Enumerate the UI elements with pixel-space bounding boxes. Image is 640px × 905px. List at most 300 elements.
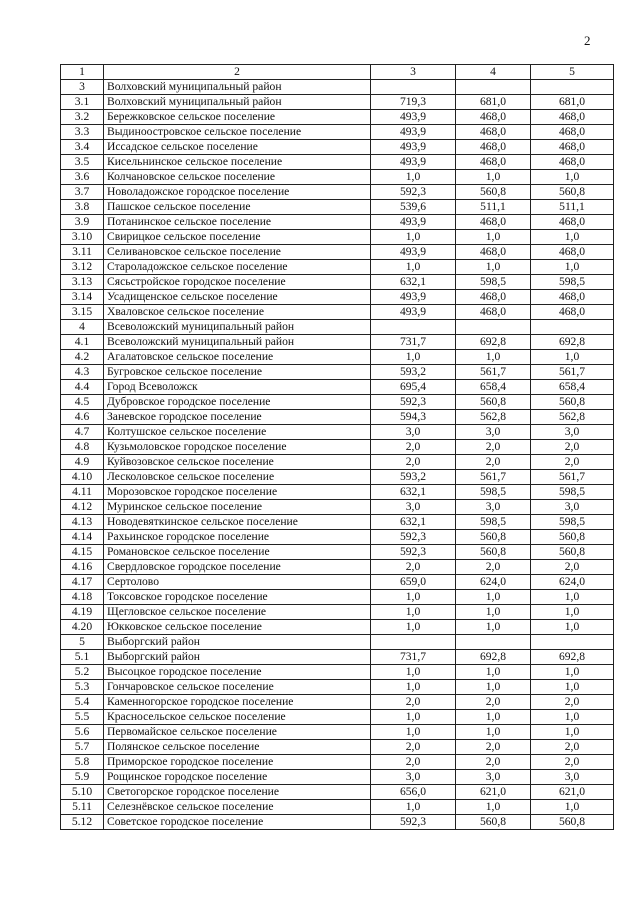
row-number-cell: 5.2 (61, 665, 104, 680)
value-cell-col3: 2,0 (371, 440, 456, 455)
value-cell-col5: 1,0 (531, 590, 614, 605)
name-cell: Иссадское сельское поселение (104, 140, 371, 155)
value-cell-col4: 692,8 (456, 335, 531, 350)
name-cell: Выборгский район (104, 635, 371, 650)
value-cell-col3: 1,0 (371, 620, 456, 635)
row-number-cell: 3.8 (61, 200, 104, 215)
value-cell-col5 (531, 80, 614, 95)
name-cell: Советское городское поселение (104, 815, 371, 830)
value-cell-col3: 2,0 (371, 455, 456, 470)
name-cell: Лесколовское сельское поселение (104, 470, 371, 485)
table-row (61, 380, 614, 395)
table-row (61, 155, 614, 170)
table-row (61, 530, 614, 545)
value-cell-col3: 656,0 (371, 785, 456, 800)
row-number-cell: 5.5 (61, 710, 104, 725)
row-number-cell: 3.5 (61, 155, 104, 170)
value-cell-col3: 1,0 (371, 260, 456, 275)
value-cell-col3 (371, 635, 456, 650)
row-number-cell: 3.15 (61, 305, 104, 320)
value-cell-col4: 468,0 (456, 125, 531, 140)
value-cell-col5: 598,5 (531, 275, 614, 290)
value-cell-col5: 2,0 (531, 440, 614, 455)
value-cell-col5: 624,0 (531, 575, 614, 590)
value-cell-col4: 598,5 (456, 275, 531, 290)
value-cell-col4: 468,0 (456, 245, 531, 260)
name-cell: Всеволожский муниципальный район (104, 335, 371, 350)
value-cell-col3: 3,0 (371, 500, 456, 515)
row-number-cell: 4.16 (61, 560, 104, 575)
value-cell-col5: 598,5 (531, 515, 614, 530)
value-cell-col4: 3,0 (456, 500, 531, 515)
value-cell-col4: 1,0 (456, 170, 531, 185)
row-number-cell: 3.13 (61, 275, 104, 290)
table-row (61, 755, 614, 770)
value-cell-col3: 493,9 (371, 125, 456, 140)
value-cell-col3: 592,3 (371, 185, 456, 200)
value-cell-col3: 2,0 (371, 560, 456, 575)
value-cell-col4: 1,0 (456, 605, 531, 620)
value-cell-col4: 1,0 (456, 260, 531, 275)
table-row (61, 110, 614, 125)
value-cell-col5: 1,0 (531, 605, 614, 620)
row-number-cell: 4.4 (61, 380, 104, 395)
value-cell-col5: 468,0 (531, 215, 614, 230)
value-cell-col4: 468,0 (456, 305, 531, 320)
value-cell-col4: 2,0 (456, 560, 531, 575)
table-row (61, 485, 614, 500)
value-cell-col5: 468,0 (531, 125, 614, 140)
name-cell: Гончаровское сельское поселение (104, 680, 371, 695)
value-cell-col5: 560,8 (531, 185, 614, 200)
row-number-cell: 4.20 (61, 620, 104, 635)
table-row (61, 335, 614, 350)
value-cell-col4: 561,7 (456, 365, 531, 380)
row-number-cell: 5.3 (61, 680, 104, 695)
table-row (61, 185, 614, 200)
value-cell-col4: 511,1 (456, 200, 531, 215)
budget-table (60, 64, 614, 830)
name-cell: Селивановское сельское поселение (104, 245, 371, 260)
value-cell-col5: 598,5 (531, 485, 614, 500)
row-number-cell: 5.10 (61, 785, 104, 800)
row-number-cell: 3.1 (61, 95, 104, 110)
value-cell-col5: 1,0 (531, 710, 614, 725)
table-row (61, 125, 614, 140)
row-number-cell: 3.3 (61, 125, 104, 140)
table-row (61, 695, 614, 710)
name-cell: Колчановское сельское поселение (104, 170, 371, 185)
value-cell-col3: 493,9 (371, 110, 456, 125)
value-cell-col4 (456, 635, 531, 650)
value-cell-col3: 695,4 (371, 380, 456, 395)
table-body (61, 80, 614, 830)
row-number-cell: 4.13 (61, 515, 104, 530)
row-number-cell: 3.4 (61, 140, 104, 155)
row-number-cell: 3.2 (61, 110, 104, 125)
value-cell-col3: 493,9 (371, 290, 456, 305)
value-cell-col4: 1,0 (456, 350, 531, 365)
row-number-cell: 4.10 (61, 470, 104, 485)
value-cell-col5: 468,0 (531, 155, 614, 170)
value-cell-col5: 1,0 (531, 230, 614, 245)
value-cell-col4: 562,8 (456, 410, 531, 425)
table-row (61, 440, 614, 455)
value-cell-col3: 592,3 (371, 395, 456, 410)
value-cell-col3 (371, 80, 456, 95)
value-cell-col5 (531, 320, 614, 335)
row-number-cell: 4.12 (61, 500, 104, 515)
row-number-cell: 4.18 (61, 590, 104, 605)
name-cell: Заневское городское поселение (104, 410, 371, 425)
name-cell: Муринское сельское поселение (104, 500, 371, 515)
table-row (61, 215, 614, 230)
value-cell-col5: 562,8 (531, 410, 614, 425)
table-row (61, 710, 614, 725)
value-cell-col4: 560,8 (456, 815, 531, 830)
value-cell-col3: 2,0 (371, 755, 456, 770)
value-cell-col4: 560,8 (456, 395, 531, 410)
value-cell-col5: 1,0 (531, 170, 614, 185)
row-number-cell: 4.6 (61, 410, 104, 425)
value-cell-col5 (531, 635, 614, 650)
value-cell-col3: 632,1 (371, 515, 456, 530)
name-cell: Приморское городское поселение (104, 755, 371, 770)
name-cell: Сясьстройское городское поселение (104, 275, 371, 290)
value-cell-col3: 731,7 (371, 650, 456, 665)
row-number-cell: 5.6 (61, 725, 104, 740)
name-cell: Волховский муниципальный район (104, 80, 371, 95)
table-row (61, 770, 614, 785)
value-cell-col3: 632,1 (371, 485, 456, 500)
value-cell-col3: 493,9 (371, 155, 456, 170)
row-number-cell: 4.17 (61, 575, 104, 590)
value-cell-col5: 692,8 (531, 335, 614, 350)
name-cell: Всеволожский муниципальный район (104, 320, 371, 335)
value-cell-col4: 561,7 (456, 470, 531, 485)
name-cell: Новоладожское городское поселение (104, 185, 371, 200)
value-cell-col3: 2,0 (371, 740, 456, 755)
name-cell: Кисельнинское сельское поселение (104, 155, 371, 170)
column-header: 2 (104, 65, 371, 80)
row-number-cell: 3.7 (61, 185, 104, 200)
value-cell-col4: 468,0 (456, 110, 531, 125)
table-row (61, 320, 614, 335)
name-cell: Первомайское сельское поселение (104, 725, 371, 740)
name-cell: Куйвозовское сельское поселение (104, 455, 371, 470)
table-row (61, 785, 614, 800)
row-number-cell: 4.19 (61, 605, 104, 620)
name-cell: Город Всеволожск (104, 380, 371, 395)
name-cell: Романовское сельское поселение (104, 545, 371, 560)
value-cell-col4: 621,0 (456, 785, 531, 800)
value-cell-col5: 3,0 (531, 500, 614, 515)
row-number-cell: 4.9 (61, 455, 104, 470)
table-row (61, 305, 614, 320)
table-row (61, 245, 614, 260)
row-number-cell: 5 (61, 635, 104, 650)
table-row (61, 290, 614, 305)
value-cell-col4: 1,0 (456, 725, 531, 740)
name-cell: Высоцкое городское поселение (104, 665, 371, 680)
value-cell-col4: 560,8 (456, 545, 531, 560)
value-cell-col4: 1,0 (456, 800, 531, 815)
row-number-cell: 5.8 (61, 755, 104, 770)
table-row (61, 275, 614, 290)
value-cell-col3: 1,0 (371, 230, 456, 245)
value-cell-col5: 1,0 (531, 620, 614, 635)
value-cell-col4: 598,5 (456, 515, 531, 530)
value-cell-col5: 511,1 (531, 200, 614, 215)
value-cell-col5: 1,0 (531, 680, 614, 695)
table-row (61, 500, 614, 515)
table-row (61, 665, 614, 680)
value-cell-col5: 561,7 (531, 365, 614, 380)
name-cell: Староладожское сельское поселение (104, 260, 371, 275)
value-cell-col5: 560,8 (531, 395, 614, 410)
column-header: 5 (531, 65, 614, 80)
name-cell: Выборгский район (104, 650, 371, 665)
table-row (61, 410, 614, 425)
table-row (61, 635, 614, 650)
name-cell: Пашское сельское поселение (104, 200, 371, 215)
table-row (61, 80, 614, 95)
table-row (61, 800, 614, 815)
value-cell-col5: 3,0 (531, 425, 614, 440)
name-cell: Свердловское городское поселение (104, 560, 371, 575)
value-cell-col5: 1,0 (531, 260, 614, 275)
row-number-cell: 4.7 (61, 425, 104, 440)
row-number-cell: 5.11 (61, 800, 104, 815)
row-number-cell: 3.11 (61, 245, 104, 260)
value-cell-col3: 731,7 (371, 335, 456, 350)
name-cell: Потанинское сельское поселение (104, 215, 371, 230)
name-cell: Свирицкое сельское поселение (104, 230, 371, 245)
table-header-row (61, 65, 614, 80)
value-cell-col5: 560,8 (531, 815, 614, 830)
value-cell-col4: 560,8 (456, 530, 531, 545)
value-cell-col5: 1,0 (531, 725, 614, 740)
table-row (61, 740, 614, 755)
value-cell-col3: 2,0 (371, 695, 456, 710)
value-cell-col4: 1,0 (456, 590, 531, 605)
table-row (61, 395, 614, 410)
value-cell-col5: 468,0 (531, 290, 614, 305)
value-cell-col5: 692,8 (531, 650, 614, 665)
row-number-cell: 4.3 (61, 365, 104, 380)
value-cell-col5: 2,0 (531, 740, 614, 755)
row-number-cell: 3.12 (61, 260, 104, 275)
table-row (61, 170, 614, 185)
value-cell-col3: 1,0 (371, 725, 456, 740)
table-row (61, 560, 614, 575)
value-cell-col3 (371, 320, 456, 335)
name-cell: Рахьинское городское поселение (104, 530, 371, 545)
value-cell-col4: 1,0 (456, 710, 531, 725)
row-number-cell: 4.5 (61, 395, 104, 410)
value-cell-col4: 692,8 (456, 650, 531, 665)
value-cell-col4: 624,0 (456, 575, 531, 590)
name-cell: Дубровское городское поселение (104, 395, 371, 410)
value-cell-col3: 592,3 (371, 545, 456, 560)
table-row (61, 470, 614, 485)
row-number-cell: 4.1 (61, 335, 104, 350)
table-row (61, 605, 614, 620)
table-row (61, 425, 614, 440)
column-header: 3 (371, 65, 456, 80)
name-cell: Выдиноостровское сельское поселение (104, 125, 371, 140)
name-cell: Волховский муниципальный район (104, 95, 371, 110)
value-cell-col4: 3,0 (456, 770, 531, 785)
value-cell-col4: 2,0 (456, 440, 531, 455)
name-cell: Усадищенское сельское поселение (104, 290, 371, 305)
name-cell: Щегловское сельское поселение (104, 605, 371, 620)
value-cell-col5: 2,0 (531, 755, 614, 770)
value-cell-col3: 632,1 (371, 275, 456, 290)
table-row (61, 140, 614, 155)
value-cell-col5: 1,0 (531, 800, 614, 815)
value-cell-col3: 1,0 (371, 350, 456, 365)
value-cell-col5: 560,8 (531, 530, 614, 545)
value-cell-col3: 719,3 (371, 95, 456, 110)
row-number-cell: 4.2 (61, 350, 104, 365)
value-cell-col3: 593,2 (371, 365, 456, 380)
value-cell-col5: 658,4 (531, 380, 614, 395)
value-cell-col4: 1,0 (456, 230, 531, 245)
name-cell: Красносельское сельское поселение (104, 710, 371, 725)
value-cell-col5: 468,0 (531, 110, 614, 125)
table-row (61, 95, 614, 110)
value-cell-col3: 3,0 (371, 425, 456, 440)
table-row (61, 455, 614, 470)
value-cell-col4: 2,0 (456, 455, 531, 470)
value-cell-col4 (456, 80, 531, 95)
value-cell-col3: 592,3 (371, 815, 456, 830)
value-cell-col4: 2,0 (456, 740, 531, 755)
table-row (61, 815, 614, 830)
column-header: 4 (456, 65, 531, 80)
value-cell-col5: 2,0 (531, 560, 614, 575)
name-cell: Полянское сельское поселение (104, 740, 371, 755)
value-cell-col4: 681,0 (456, 95, 531, 110)
value-cell-col4: 1,0 (456, 620, 531, 635)
name-cell: Каменногорское городское поселение (104, 695, 371, 710)
value-cell-col5: 468,0 (531, 305, 614, 320)
row-number-cell: 3 (61, 80, 104, 95)
table-row (61, 725, 614, 740)
value-cell-col3: 594,3 (371, 410, 456, 425)
row-number-cell: 3.10 (61, 230, 104, 245)
value-cell-col3: 592,3 (371, 530, 456, 545)
value-cell-col3: 1,0 (371, 590, 456, 605)
name-cell: Морозовское городское поселение (104, 485, 371, 500)
table-row (61, 365, 614, 380)
column-header: 1 (61, 65, 104, 80)
value-cell-col4: 1,0 (456, 665, 531, 680)
name-cell: Юкковское сельское поселение (104, 620, 371, 635)
value-cell-col5: 2,0 (531, 695, 614, 710)
value-cell-col4: 2,0 (456, 755, 531, 770)
value-cell-col3: 493,9 (371, 305, 456, 320)
value-cell-col5: 621,0 (531, 785, 614, 800)
value-cell-col3: 493,9 (371, 215, 456, 230)
name-cell: Кузьмоловское городское поселение (104, 440, 371, 455)
name-cell: Светогорское городское поселение (104, 785, 371, 800)
value-cell-col5: 560,8 (531, 545, 614, 560)
row-number-cell: 4.11 (61, 485, 104, 500)
value-cell-col3: 1,0 (371, 170, 456, 185)
table-row (61, 260, 614, 275)
value-cell-col3: 593,2 (371, 470, 456, 485)
name-cell: Бережковское сельское поселение (104, 110, 371, 125)
table-row (61, 650, 614, 665)
value-cell-col4: 468,0 (456, 140, 531, 155)
row-number-cell: 5.1 (61, 650, 104, 665)
row-number-cell: 4.15 (61, 545, 104, 560)
value-cell-col3: 3,0 (371, 770, 456, 785)
value-cell-col4: 560,8 (456, 185, 531, 200)
table-row (61, 230, 614, 245)
value-cell-col5: 561,7 (531, 470, 614, 485)
value-cell-col4: 468,0 (456, 215, 531, 230)
value-cell-col5: 1,0 (531, 350, 614, 365)
row-number-cell: 3.14 (61, 290, 104, 305)
value-cell-col3: 493,9 (371, 140, 456, 155)
table-row (61, 620, 614, 635)
value-cell-col4: 468,0 (456, 290, 531, 305)
row-number-cell: 5.7 (61, 740, 104, 755)
name-cell: Сертолово (104, 575, 371, 590)
value-cell-col4: 1,0 (456, 680, 531, 695)
value-cell-col4: 598,5 (456, 485, 531, 500)
value-cell-col3: 1,0 (371, 665, 456, 680)
table-row (61, 590, 614, 605)
value-cell-col3: 659,0 (371, 575, 456, 590)
row-number-cell: 4.8 (61, 440, 104, 455)
name-cell: Агалатовское сельское поселение (104, 350, 371, 365)
name-cell: Хваловское сельское поселение (104, 305, 371, 320)
value-cell-col4: 658,4 (456, 380, 531, 395)
table-row (61, 680, 614, 695)
row-number-cell: 5.9 (61, 770, 104, 785)
value-cell-col5: 1,0 (531, 665, 614, 680)
value-cell-col4: 2,0 (456, 695, 531, 710)
row-number-cell: 5.4 (61, 695, 104, 710)
table-row (61, 515, 614, 530)
page-number: 2 (584, 33, 591, 48)
value-cell-col4: 3,0 (456, 425, 531, 440)
row-number-cell: 4.14 (61, 530, 104, 545)
row-number-cell: 3.6 (61, 170, 104, 185)
value-cell-col3: 1,0 (371, 680, 456, 695)
table-row (61, 200, 614, 215)
value-cell-col3: 493,9 (371, 245, 456, 260)
table-row (61, 350, 614, 365)
name-cell: Колтушское сельское поселение (104, 425, 371, 440)
name-cell: Рощинское городское поселение (104, 770, 371, 785)
value-cell-col3: 1,0 (371, 800, 456, 815)
table-row (61, 575, 614, 590)
value-cell-col5: 3,0 (531, 770, 614, 785)
name-cell: Селезнёвское сельское поселение (104, 800, 371, 815)
row-number-cell: 4 (61, 320, 104, 335)
value-cell-col3: 1,0 (371, 605, 456, 620)
table-row (61, 545, 614, 560)
row-number-cell: 5.12 (61, 815, 104, 830)
value-cell-col5: 468,0 (531, 245, 614, 260)
value-cell-col4 (456, 320, 531, 335)
name-cell: Бугровское сельское поселение (104, 365, 371, 380)
